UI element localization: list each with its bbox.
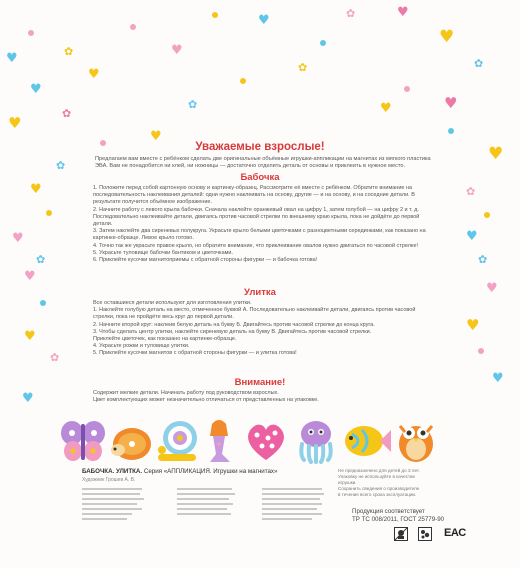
butterfly-step: 3. Затем наклейте два сиреневых полукруга. Украсьте крыло белыми цветочками с разноцветными серединками, как показано на картинке-образце. Левое крыло готово.: [93, 228, 426, 242]
snail-section-title: Улитка: [244, 287, 276, 298]
confetti-dot: [448, 128, 454, 134]
butterfly-step: 2. Начните работу с левого крыла бабочки. Сначала наклейте оранжевый овал на цифру 1, затем голубой — на цифру 2 и т. д. Последовательно наклеивайте детали, двигаясь против часовой стрелки по внешнему краю крыла, пока не дойдёте до первой детали.: [93, 206, 420, 228]
age-restriction-icon: [394, 527, 408, 541]
warning-text: [93, 390, 438, 404]
confetti-dot: [28, 30, 34, 36]
snail-illustration: [156, 418, 198, 464]
heart-icon: ♥: [492, 371, 504, 386]
product-series: Серия «АППЛИКАЦИЯ. Игрушки на магнитах»: [142, 468, 278, 475]
warning-line: Содержит мелкие детали. Начинать работу под руководством взрослых.: [93, 390, 279, 396]
heart-icon: ♥: [150, 129, 162, 144]
product-name: БАБОЧКА. УЛИТКА.: [82, 468, 143, 475]
heart-icon: ♥: [397, 5, 409, 20]
heart-icon: ♥: [22, 391, 34, 406]
flower-icon: ✿: [474, 57, 484, 70]
confetti-dot: [46, 210, 52, 216]
small-parts-warning-icon: [418, 527, 432, 541]
page-title: Уважаемые взрослые!: [195, 141, 325, 153]
owl-illustration: [396, 418, 436, 464]
eac-mark: EAC: [444, 527, 466, 539]
confetti-dot: [40, 300, 46, 306]
heart-icon: ♥: [30, 182, 42, 197]
confetti-dot: [320, 40, 326, 46]
flower-icon: ✿: [62, 107, 72, 120]
confetti-dot: [484, 212, 490, 218]
flower-icon: ✿: [50, 351, 60, 364]
flower-icon: ✿: [64, 45, 74, 58]
heart-icon: ♥: [171, 43, 183, 58]
flower-icon: ✿: [478, 253, 488, 266]
heart-icon: ♥: [466, 229, 478, 244]
confetti-dot: [240, 78, 246, 84]
snail-steps: [93, 300, 438, 358]
warning-title: Внимание!: [234, 377, 286, 388]
snail-step: 4. Украсьте рожки и туловище улитки.: [93, 343, 190, 350]
heart-icon: ♥: [486, 281, 498, 296]
product-title: [82, 468, 277, 475]
age-warning: [338, 468, 458, 498]
age-warning-line: Не предназначено для детей до 3 лет.: [338, 468, 420, 473]
certification-line: ТР ТС 008/2011, ГОСТ 25779-90: [352, 515, 445, 523]
heart-icon: ♥: [439, 27, 455, 47]
heart-icon: ♥: [466, 316, 480, 334]
toy-illustrations: [60, 418, 460, 466]
age-warning-line: в течение всего срока эксплуатации.: [338, 492, 417, 497]
fish-illustration: [342, 418, 392, 464]
heart-icon: ♥: [8, 114, 22, 132]
flower-icon: ✿: [346, 7, 356, 20]
snail-step: Все оставшиеся детали используют для изготовления улитки.: [93, 300, 252, 306]
heart-icon: ♥: [488, 144, 504, 164]
flower-icon: ✿: [466, 185, 476, 198]
snail-step: Приклейте цветочек, как показано на картинке-образце.: [93, 336, 237, 343]
confetti-dot: [212, 12, 218, 18]
warning-line: Цвет комплектующих может незначительно отличаться от представленных на упаковке.: [93, 397, 319, 404]
flower-icon: ✿: [36, 253, 46, 266]
flower-icon: ✿: [298, 61, 308, 74]
butterfly-steps: [93, 185, 438, 264]
butterfly-illustration: [60, 418, 106, 464]
confetti-dot: [130, 24, 136, 30]
snail-step: 1. Наклейте голубую деталь на место, отмеченное буквой А. Последовательно наклеивайте детали, двигаясь против часовой стрелки, пока не пройдёте весь круг до первой детали.: [93, 307, 416, 321]
heart-icon: ♥: [444, 94, 458, 112]
butterfly-step: 6. Приклейте кусочки магнитоприемы с обратной стороны фигурки — и бабочка готова!: [93, 257, 318, 264]
confetti-dot: [478, 348, 484, 354]
butterfly-section-title: Бабочка: [240, 172, 280, 183]
mermaid-illustration: [202, 418, 238, 464]
heart-icon: ♥: [24, 329, 36, 344]
heart-icon: ♥: [88, 67, 100, 82]
certification-line: Продукция соответствует: [352, 508, 425, 515]
intro-paragraph: Предлагаем вам вместе с ребёнком сделать две оригинальные объёмные игрушки-аппликации на магнитах из мягкого пластика ЭВА. Вам не понадобится ни клей, ни ножницы — достаточно отделить деталь от основы и приклеить в нужное место.: [95, 156, 431, 170]
safety-marks: [394, 527, 474, 541]
heart-illustration: [242, 418, 290, 464]
butterfly-step: 4. Точно так же украсьте правое крыло, но обратите внимание, что приклеивание овалов нужно двигаться по часовой стрелке!: [93, 242, 419, 249]
flower-icon: ✿: [56, 159, 66, 172]
snail-step: 5. Приклейте кусочки магнитов с обратной стороны фигурки — и улитка готова!: [93, 350, 297, 357]
heart-icon: ♥: [380, 101, 392, 116]
butterfly-step: 5. Украсьте туловище бабочки бантиком и цветочками.: [93, 249, 234, 256]
heart-icon: ♥: [30, 82, 42, 97]
age-warning-line: Сохранить сведения о производителе: [338, 486, 420, 491]
confetti-dot: [404, 86, 410, 92]
flower-icon: ✿: [188, 98, 198, 111]
heart-icon: ♥: [258, 13, 270, 28]
certification-text: [352, 508, 444, 523]
snail-step: 2. Начните второй круг: наклеив белую деталь на букву Б. Двигайтесь против часовой стрелки до конца круга.: [93, 321, 375, 328]
hedgehog-illustration: [110, 418, 152, 464]
age-warning-line: Упаковку не используйте в качестве: [338, 474, 416, 479]
heart-icon: ♥: [12, 231, 24, 246]
octopus-illustration: [294, 418, 338, 464]
snail-step: 3. Чтобы сделать центр улитки, наклейте сиреневую деталь на букву В. Двигайтесь против часовой стрелки.: [93, 328, 372, 335]
publisher-fine-print: [82, 488, 342, 528]
age-warning-line: игрушки.: [338, 480, 357, 485]
heart-icon: ♥: [24, 269, 36, 284]
butterfly-step: 1. Положите перед собой картонную основу и картинку-образец. Рассмотрите её вместе с ребёнком. Обратите внимание на последовательность наклеивания деталей: одни нужно наклеивать на основу, другие — и на основу, и на соседние детали. В результате получится объёмное изображение.: [93, 185, 415, 206]
illustrator-credit: Художник Грошев А. В.: [82, 477, 136, 483]
heart-icon: ♥: [6, 51, 18, 66]
